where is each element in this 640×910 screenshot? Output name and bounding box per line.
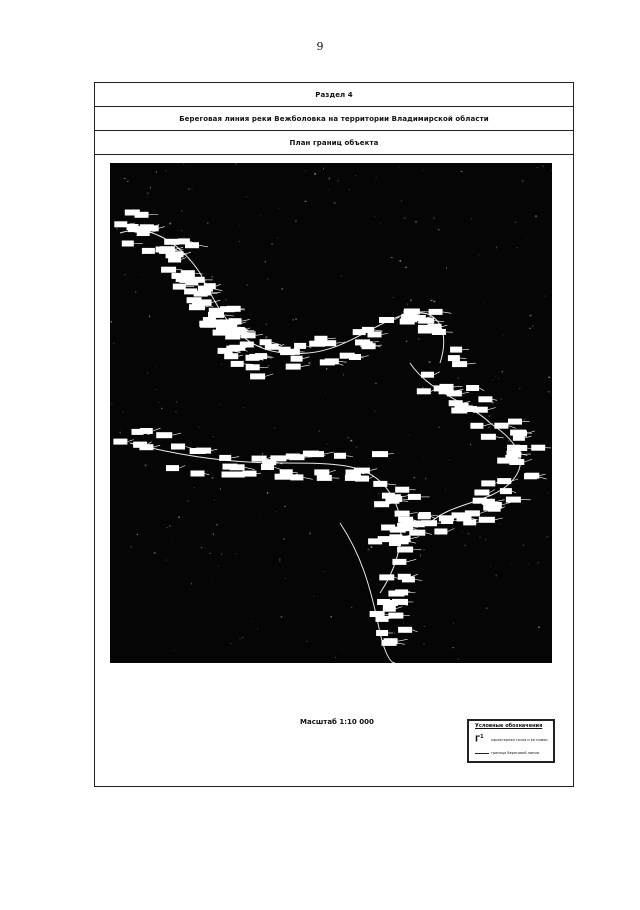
legend-line-label: граница береговой линии <box>491 751 540 755</box>
point-label-box <box>402 576 415 582</box>
point-label-box <box>294 343 306 349</box>
point-label-box <box>494 423 508 429</box>
point-label-box <box>218 348 233 354</box>
point-leader-line <box>245 467 255 469</box>
point-label-box <box>168 257 181 263</box>
point-label-box <box>246 364 260 370</box>
point-leader-line <box>303 357 310 359</box>
point-label-box <box>525 473 539 479</box>
scale-label: Масштаб 1:10 000 <box>300 718 374 726</box>
point-label-box <box>187 297 202 303</box>
point-label-box <box>185 280 198 286</box>
point-label-box <box>395 487 409 493</box>
point-label-box <box>421 520 437 526</box>
point-leader-line <box>447 529 454 532</box>
point-label-box <box>166 465 179 471</box>
point-label-box <box>457 515 472 521</box>
point-label-box <box>209 308 221 314</box>
point-leader-line <box>483 424 492 426</box>
point-label-box <box>223 464 238 470</box>
point-leader-line <box>488 408 496 410</box>
point-label-box <box>252 456 267 462</box>
point-label-box <box>142 248 155 254</box>
point-leader-line <box>454 386 463 387</box>
point-label-box <box>171 444 185 450</box>
point-leader-line <box>346 456 353 457</box>
point-leader-line <box>242 319 250 321</box>
point-label-box <box>349 354 361 360</box>
point-leader-line <box>274 467 281 470</box>
legend-point-label: характерная точка и ее номер <box>491 738 548 742</box>
point-leader-line <box>185 447 193 449</box>
point-label-box <box>314 336 327 342</box>
point-label-box <box>466 385 479 391</box>
point-label-box <box>418 325 432 331</box>
point-leader-line <box>502 502 511 505</box>
point-leader-line <box>508 426 516 429</box>
point-label-box <box>185 242 199 248</box>
point-label-box <box>452 361 467 367</box>
point-leader-line <box>339 361 347 362</box>
point-leader-line <box>496 437 504 438</box>
point-label-box <box>509 459 524 465</box>
point-label-box <box>512 445 527 451</box>
boundary-line-icon <box>475 753 489 754</box>
point-label-box <box>513 435 525 441</box>
point-label-box <box>481 434 496 440</box>
point-leader-line <box>387 484 396 485</box>
point-leader-line <box>431 516 436 518</box>
point-label-box <box>334 453 346 459</box>
point-leader-line <box>489 490 495 493</box>
point-leader-line <box>370 469 377 471</box>
point-leader-line <box>159 227 165 229</box>
point-label-box <box>378 536 391 542</box>
point-leader-line <box>329 470 335 472</box>
point-label-box <box>164 239 179 245</box>
point-label-box <box>388 591 404 597</box>
point-label-box <box>140 224 154 230</box>
point-label-box <box>506 497 521 503</box>
point-leader-line <box>442 325 448 326</box>
point-leader-line <box>369 476 373 478</box>
point-leader-line <box>415 579 422 580</box>
point-label-box <box>429 309 443 315</box>
map-canvas <box>110 163 552 663</box>
point-label-box <box>376 616 389 622</box>
point-leader-line <box>238 355 243 356</box>
point-label-box <box>265 344 279 350</box>
point-label-box <box>421 372 434 378</box>
point-label-box <box>192 303 204 309</box>
point-leader-line <box>172 433 181 435</box>
point-leader-line <box>127 440 133 442</box>
point-leader-line <box>397 643 405 644</box>
point-leader-line <box>301 365 310 366</box>
point-leader-line <box>195 273 203 274</box>
point-leader-line <box>216 284 221 286</box>
point-label-box <box>397 547 413 553</box>
point-label-box <box>355 476 369 482</box>
point-label-box <box>156 432 172 438</box>
point-leader-line <box>406 559 416 562</box>
point-label-box <box>376 630 388 636</box>
point-leader-line <box>512 491 516 493</box>
point-label-box <box>249 354 263 360</box>
point-leader-line <box>480 511 487 514</box>
point-leader-line <box>212 300 221 302</box>
boundary-map <box>110 163 552 663</box>
point-leader-line <box>412 630 418 632</box>
point-leader-line <box>462 392 469 393</box>
point-leader-line <box>231 457 239 458</box>
page-number: 9 <box>316 40 324 53</box>
point-label-box <box>291 356 303 362</box>
point-label-box <box>231 361 244 367</box>
point-leader-line <box>205 474 210 475</box>
point-label-box <box>531 445 545 451</box>
point-leader-line <box>293 472 298 473</box>
point-label-box <box>270 455 286 461</box>
point-label-box <box>290 454 305 460</box>
point-leader-line <box>410 513 418 514</box>
point-leader-line <box>327 338 335 339</box>
point-label-box <box>220 306 235 312</box>
point-label-box <box>250 373 265 379</box>
point-label-box <box>134 442 147 448</box>
document-frame <box>94 82 574 787</box>
point-label-box <box>392 559 406 565</box>
point-label-box <box>404 310 418 316</box>
point-label-box <box>488 506 501 512</box>
point-label-box <box>417 388 431 394</box>
point-leader-line <box>361 356 369 357</box>
point-label-box <box>113 439 127 445</box>
point-label-box <box>173 284 186 290</box>
point-label-box <box>383 600 398 606</box>
point-label-box <box>408 494 421 500</box>
point-label-box <box>470 423 483 429</box>
point-leader-line <box>443 312 452 313</box>
point-leader-line <box>469 405 473 406</box>
point-label-box <box>401 316 417 322</box>
point-label-box <box>478 396 492 402</box>
point-label-box <box>382 640 397 646</box>
point-label-box <box>373 481 387 487</box>
point-leader-line <box>224 315 234 316</box>
point-label-box <box>449 400 463 406</box>
point-symbol-icon: $Г^1$ <box>475 734 484 744</box>
point-leader-line <box>396 607 403 609</box>
point-label-box <box>346 470 360 476</box>
point-label-box <box>224 353 238 359</box>
point-leader-line <box>492 399 497 400</box>
point-label-box <box>390 527 406 533</box>
point-label-box <box>181 270 195 276</box>
point-label-box <box>434 529 447 535</box>
point-label-box <box>387 494 401 500</box>
point-leader-line <box>495 500 504 502</box>
point-label-box <box>286 364 301 370</box>
point-label-box <box>199 321 212 327</box>
point-label-box <box>128 226 140 232</box>
point-label-box <box>447 390 462 396</box>
point-label-box <box>132 429 144 435</box>
point-label-box <box>383 606 396 612</box>
point-leader-line <box>524 459 532 462</box>
point-leader-line <box>204 306 213 307</box>
point-label-box <box>216 325 231 331</box>
point-leader-line <box>398 639 408 641</box>
point-label-box <box>398 627 412 633</box>
point-label-box <box>156 247 169 253</box>
point-labels <box>113 210 551 646</box>
point-label-box <box>279 347 291 353</box>
point-label-box <box>510 430 526 436</box>
point-label-box <box>125 210 140 216</box>
plan-title: План границ объекта <box>95 131 573 155</box>
point-label-box <box>230 328 243 334</box>
point-label-box <box>114 221 127 227</box>
point-leader-line <box>495 518 503 520</box>
point-label-box <box>314 469 329 475</box>
point-leader-line <box>411 537 419 539</box>
point-label-box <box>398 536 411 542</box>
legend-title: Условные обозначения <box>475 723 543 729</box>
point-leader-line <box>539 474 545 476</box>
point-leader-line <box>303 477 312 479</box>
point-label-box <box>362 343 376 349</box>
point-label-box <box>374 501 389 507</box>
point-leader-line <box>256 334 263 335</box>
point-label-box <box>474 490 489 496</box>
point-label-box <box>439 515 454 521</box>
point-label-box <box>219 455 231 461</box>
point-leader-line <box>425 533 432 535</box>
point-label-box <box>204 283 216 289</box>
point-leader-line <box>324 452 334 454</box>
point-leader-line <box>388 454 394 455</box>
point-label-box <box>388 613 403 619</box>
point-label-box <box>325 358 339 364</box>
point-leader-line <box>179 466 185 469</box>
point-leader-line <box>431 515 439 516</box>
point-label-box <box>379 574 394 580</box>
point-label-box <box>122 241 134 247</box>
point-label-box <box>372 451 388 457</box>
point-label-box <box>481 480 495 486</box>
point-label-box <box>450 347 462 353</box>
point-leader-line <box>153 445 160 447</box>
point-label-box <box>308 451 324 457</box>
point-label-box <box>275 474 291 480</box>
point-label-box <box>261 464 274 470</box>
point-label-box <box>473 407 488 413</box>
point-label-box <box>317 475 332 481</box>
point-leader-line <box>181 258 186 260</box>
object-title: Береговая линия реки Вежболовка на территории Владимирской области <box>95 107 573 131</box>
point-label-box <box>368 331 382 337</box>
point-leader-line <box>434 372 440 375</box>
point-label-box <box>479 517 495 523</box>
point-leader-line <box>374 330 383 331</box>
point-leader-line <box>467 363 476 364</box>
point-label-box <box>419 512 431 518</box>
point-label-box <box>508 419 522 425</box>
point-label-box <box>196 448 211 454</box>
point-label-box <box>395 511 410 517</box>
point-label-box <box>243 471 257 477</box>
point-leader-line <box>382 334 388 335</box>
point-leader-line <box>434 321 444 322</box>
point-leader-line <box>211 449 217 450</box>
point-leader-line <box>153 428 161 431</box>
point-label-box <box>473 498 487 504</box>
point-leader-line <box>265 374 273 377</box>
point-label-box <box>448 355 460 361</box>
point-label-box <box>161 267 176 273</box>
point-label-box <box>290 474 303 480</box>
point-leader-line <box>199 245 208 247</box>
map-legend <box>467 719 555 763</box>
point-label-box <box>379 317 394 323</box>
section-header: Раздел 4 <box>95 83 573 107</box>
point-label-box <box>500 488 512 494</box>
point-label-box <box>191 471 205 477</box>
